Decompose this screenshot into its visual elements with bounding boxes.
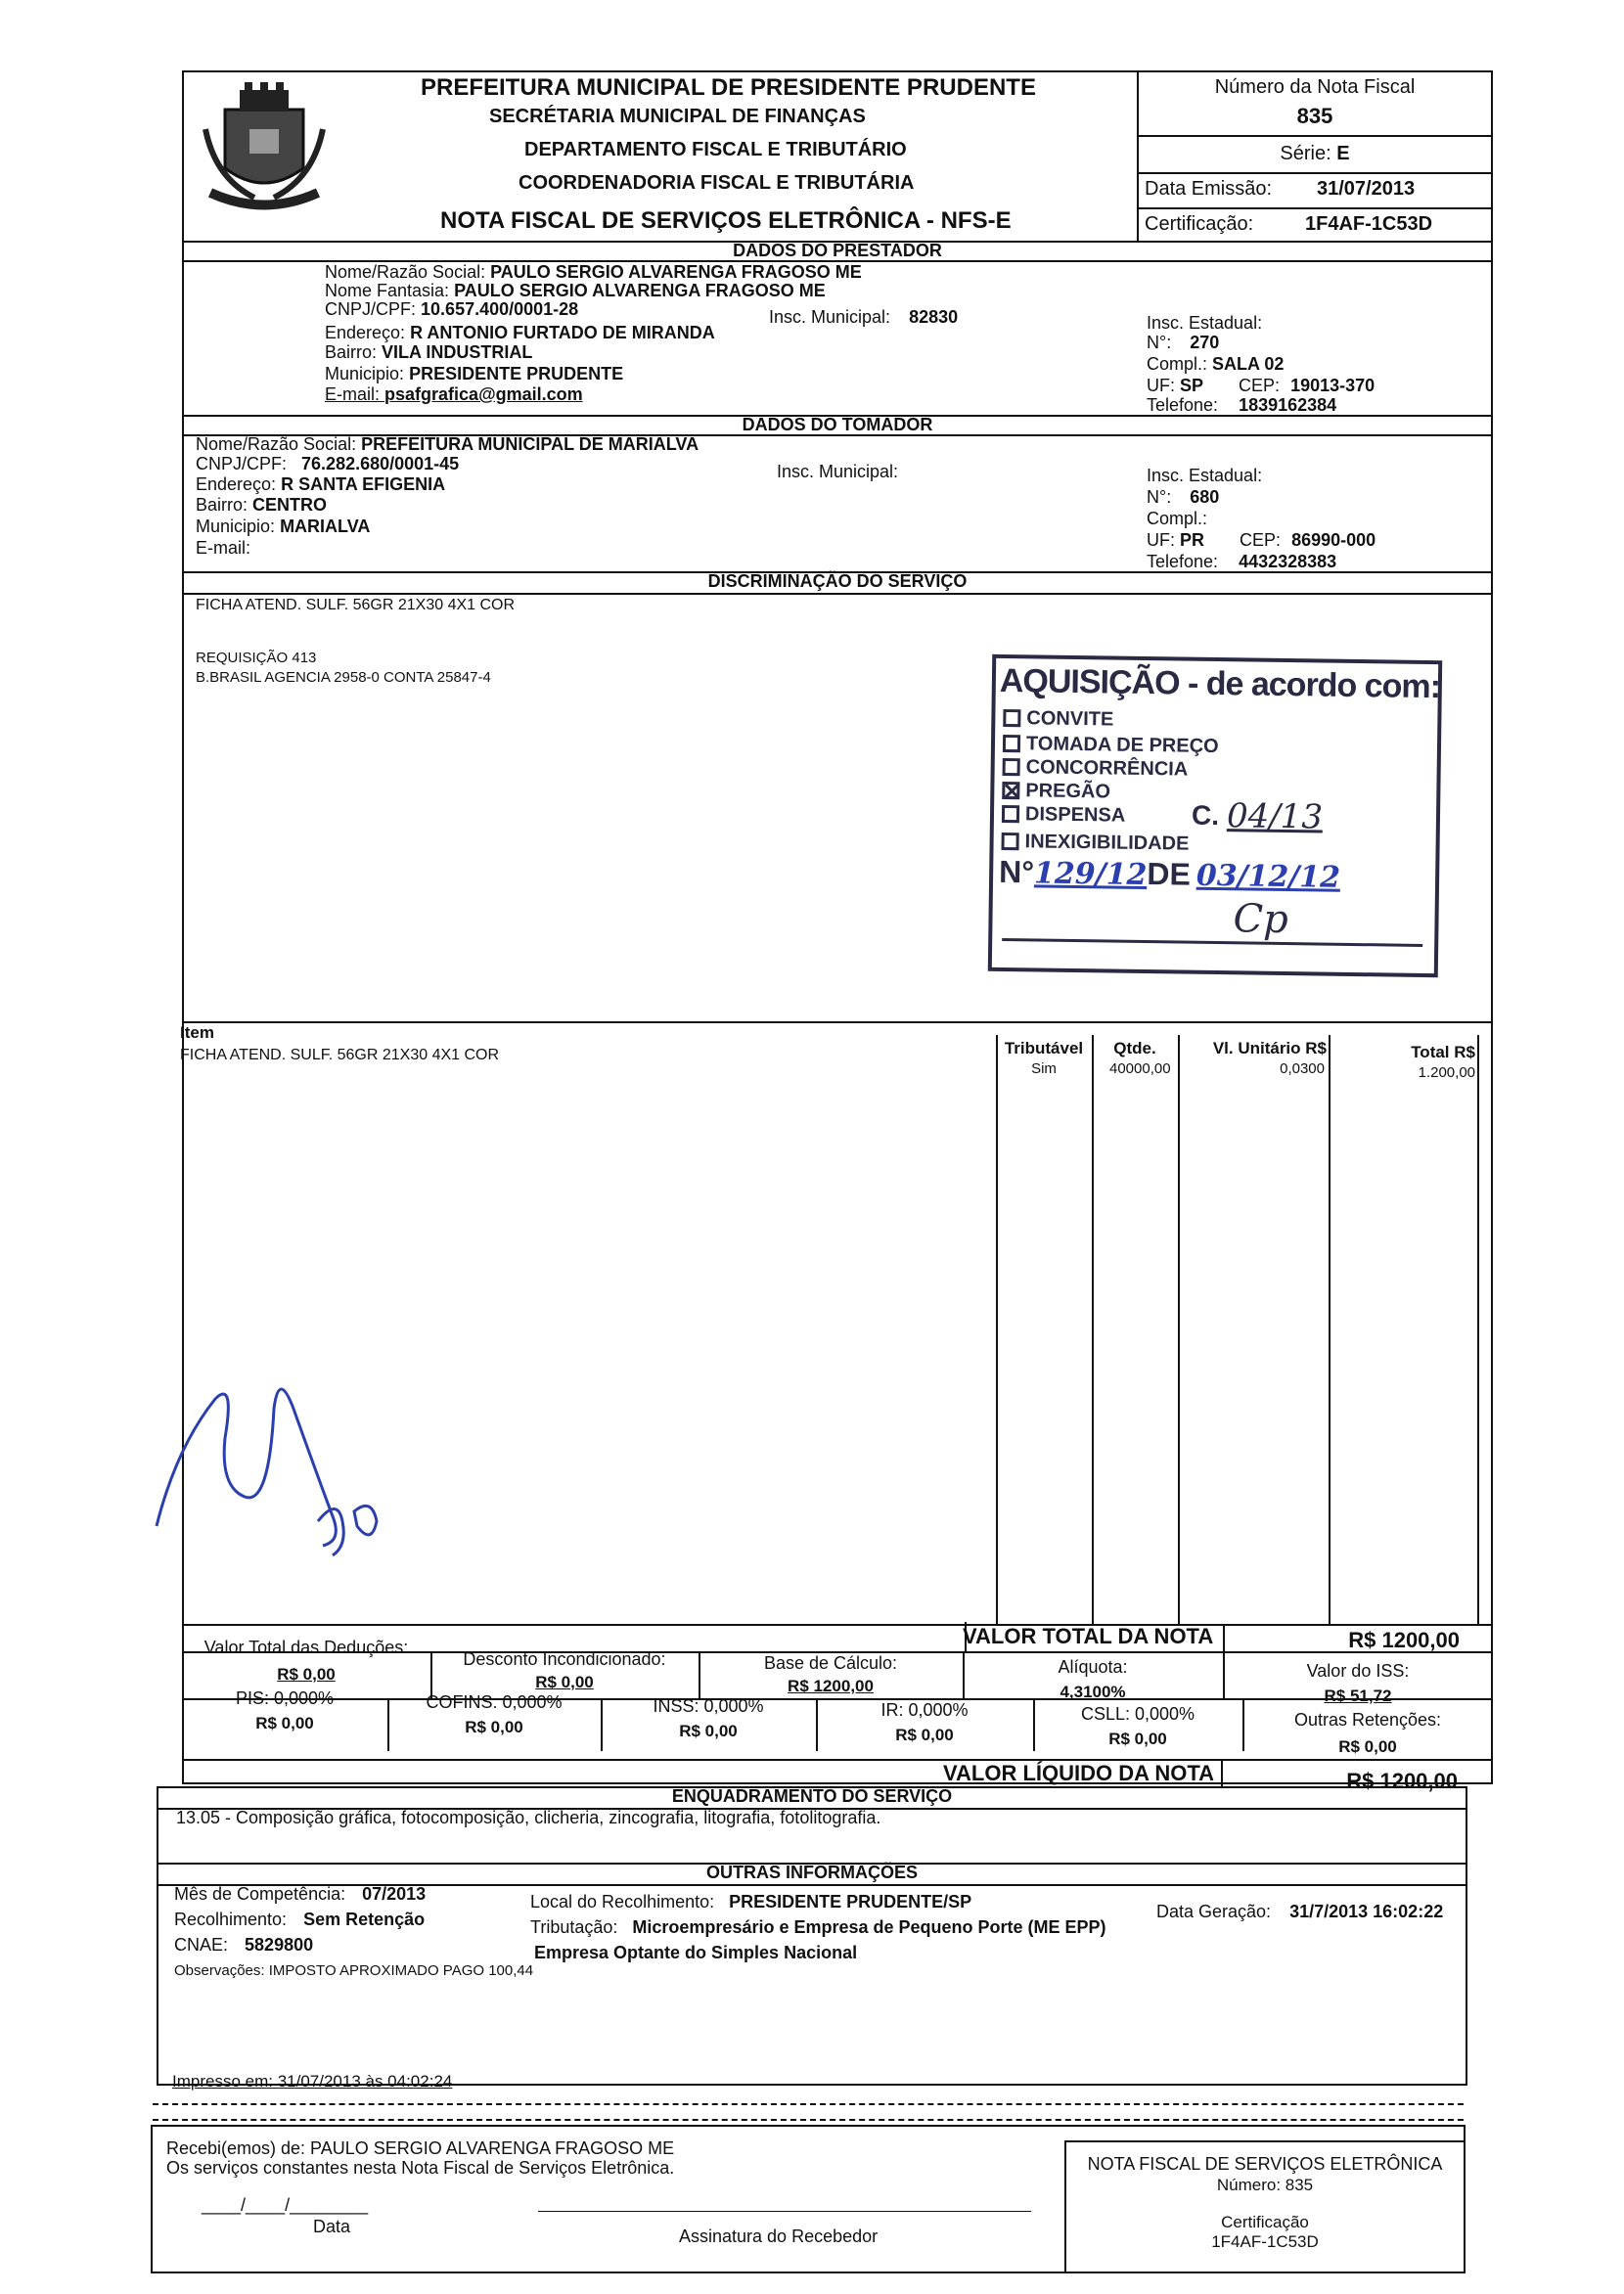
iss-label: Valor do ISS: — [1306, 1661, 1410, 1681]
header-nfse-title: NOTA FISCAL DE SERVIÇOS ELETRÔNICA - NFS-E — [440, 207, 1012, 234]
emissao-label: Data Emissão: — [1145, 178, 1273, 200]
inss-value: R$ 0,00 — [679, 1722, 738, 1740]
prestador-cnpj: CNPJ/CPF: 10.657.400/0001-28 — [325, 299, 579, 319]
emissao-value: 31/07/2013 — [1317, 178, 1416, 200]
tomador-compl: Compl.: — [1147, 509, 1208, 528]
tomador-telefone: Telefone: 4432328383 — [1147, 552, 1337, 571]
data-geracao: Data Geração: 31/7/2013 16:02:22 — [1156, 1902, 1444, 1921]
stamp-option-inexigibilidade: INEXIGIBILIDADE — [1001, 831, 1189, 856]
outras-label: Outras Retenções: — [1293, 1710, 1442, 1730]
recibo-data-label: Data — [313, 2217, 351, 2236]
item-header: Item — [180, 1023, 214, 1042]
tomador-ie: Insc. Estadual: — [1147, 466, 1263, 485]
stamp-option-convite: CONVITE — [1003, 707, 1113, 732]
header-coordenadoria: COORDENADORIA FISCAL E TRIBUTÁRIA — [519, 172, 915, 194]
numero-label: Número da Nota Fiscal — [1214, 76, 1416, 98]
desconto-label: Desconto Incondicionado: — [463, 1649, 666, 1669]
cert-label: Certificação: — [1145, 213, 1254, 235]
servico-title: DISCRIMINAÇÃO DO SERVIÇO — [707, 571, 968, 591]
cofins-label: COFINS: 0,000% — [426, 1692, 563, 1712]
enquadramento-text: 13.05 - Composição gráfica, fotocomposição, clicheria, zincografia, litografia, fotolitografia. — [176, 1808, 881, 1827]
aquisicao-stamp — [988, 654, 1442, 977]
ir-value: R$ 0,00 — [895, 1726, 954, 1744]
csll-label: CSLL: 0,000% — [1080, 1704, 1195, 1724]
valor-liquido-value: R$ 1200,00 — [1346, 1769, 1458, 1793]
valor-liquido-label: VALOR LÍQUIDO DA NOTA — [943, 1761, 1215, 1785]
inss-label: INSS: 0,000% — [653, 1696, 764, 1716]
mes-competencia: Mês de Competência: 07/2013 — [174, 1884, 427, 1904]
stamp-title: AQUISIÇÃO - de acordo com: — [999, 661, 1441, 706]
prestador-fantasia: Nome Fantasia: PAULO SERGIO ALVARENGA FRAGOSO ME — [325, 281, 826, 300]
row-qtde: 40000,00 — [1109, 1060, 1171, 1077]
checkbox-icon — [1001, 832, 1018, 850]
cut-line — [153, 2103, 1464, 2105]
pis-value: R$ 0,00 — [255, 1714, 314, 1732]
recibo-cert-label: Certificação — [1221, 2213, 1309, 2231]
aliquota-value: 4,3100% — [1060, 1683, 1126, 1701]
stamp-option-concorrencia: CONCORRÊNCIA — [1003, 756, 1189, 782]
ir-label: IR: 0,000% — [880, 1700, 969, 1720]
deducoes-value: R$ 0,00 — [277, 1665, 336, 1684]
prestador-uf-cep: UF: SP CEP: 19013-370 — [1147, 376, 1376, 395]
impresso-em: Impresso em: 31/07/2013 às 04:02:24 — [172, 2072, 453, 2091]
tomador-title: DADOS DO TOMADOR — [742, 415, 933, 434]
row-trib: Sim — [1031, 1060, 1057, 1077]
prestador-telefone: Telefone: 1839162384 — [1147, 395, 1337, 415]
checkbox-icon — [1003, 758, 1020, 776]
valor-total-label: VALOR TOTAL DA NOTA — [963, 1624, 1214, 1648]
col-tributavel: Tributável — [1004, 1039, 1084, 1057]
stamp-c-label: C. — [1191, 799, 1220, 832]
prestador-bairro: Bairro: VILA INDUSTRIAL — [325, 342, 533, 362]
recibo-cert-value: 1F4AF-1C53D — [1211, 2232, 1319, 2251]
tomador-municipio: Municipio: MARIALVA — [196, 517, 371, 536]
iss-value: R$ 51,72 — [1324, 1687, 1392, 1705]
observacoes: Observações: IMPOSTO APROXIMADO PAGO 100,44 — [174, 1962, 534, 1979]
prestador-nome: Nome/Razão Social: PAULO SERGIO ALVARENGA FRAGOSO ME — [325, 262, 862, 282]
local-recolhimento: Local do Recolhimento: PRESIDENTE PRUDENTE/SP — [530, 1892, 972, 1912]
base-label: Base de Cálculo: — [763, 1653, 898, 1673]
header-departamento: DEPARTAMENTO FISCAL E TRIBUTÁRIO — [524, 139, 907, 160]
serie-value: E — [1336, 143, 1350, 164]
simples-nacional: Empresa Optante do Simples Nacional — [534, 1943, 858, 1962]
desconto-value: R$ 0,00 — [535, 1673, 594, 1691]
prestador-compl: Compl.: SALA 02 — [1147, 354, 1285, 374]
stamp-c-value: 04/13 — [1226, 796, 1324, 837]
municipal-crest — [196, 70, 333, 217]
stamp-option-pregao: PREGÃO — [1002, 780, 1110, 804]
recibo-nfse-title: NOTA FISCAL DE SERVIÇOS ELETRÔNICA — [1087, 2154, 1443, 2174]
cofins-value: R$ 0,00 — [465, 1718, 523, 1736]
tomador-numero: N°: 680 — [1147, 487, 1220, 507]
base-value: R$ 1200,00 — [788, 1677, 874, 1695]
cnae: CNAE: 5829800 — [174, 1935, 314, 1955]
stamp-initials: Cp — [1233, 896, 1289, 943]
enquadramento-title: ENQUADRAMENTO DO SERVIÇO — [671, 1786, 953, 1806]
tomador-nome: Nome/Razão Social: PREFEITURA MUNICIPAL DE MARIALVA — [196, 434, 699, 454]
checkbox-icon — [1003, 735, 1020, 752]
checkbox-icon — [1003, 709, 1020, 727]
stamp-numero: N°129/12DE 03/12/12 — [998, 853, 1341, 895]
tomador-uf-cep: UF: PR CEP: 86990-000 — [1147, 530, 1376, 550]
servico-line2: REQUISIÇÃO 413 — [196, 650, 317, 666]
servico-line1: FICHA ATEND. SULF. 56GR 21X30 4X1 COR — [196, 597, 516, 613]
pis-label: PIS: 0,000% — [235, 1688, 335, 1708]
csll-value: R$ 0,00 — [1108, 1730, 1167, 1748]
recolhimento: Recolhimento: Sem Retenção — [174, 1910, 426, 1929]
col-vl-unitario: Vl. Unitário R$ — [1212, 1039, 1327, 1057]
aliquota-label: Alíquota: — [1058, 1657, 1128, 1677]
row-total: 1.200,00 — [1418, 1064, 1475, 1081]
row-vu: 0,0300 — [1280, 1060, 1325, 1077]
tomador-email: E-mail: — [196, 538, 251, 558]
prestador-title: DADOS DO PRESTADOR — [733, 241, 942, 260]
recibo-numero: Número: 835 — [1216, 2176, 1314, 2194]
valor-total-value: R$ 1200,00 — [1348, 1628, 1460, 1652]
handwritten-signature — [147, 1350, 401, 1585]
recibo-line1: Recebi(emos) de: PAULO SERGIO ALVARENGA FRAGOSO ME — [166, 2138, 675, 2158]
tomador-im: Insc. Municipal: — [777, 462, 899, 481]
outras-title: OUTRAS INFORMAÇÕES — [706, 1863, 918, 1882]
recibo-line2: Os serviços constantes nesta Nota Fiscal de Serviços Eletrônica. — [166, 2158, 675, 2178]
stamp-option-dispensa: DISPENSA — [1002, 803, 1126, 828]
serie-line — [1137, 143, 1493, 165]
tomador-bairro: Bairro: CENTRO — [196, 495, 328, 515]
col-total: Total R$ — [1411, 1043, 1475, 1061]
prestador-endereco: Endereço: R ANTONIO FURTADO DE MIRANDA — [325, 323, 715, 342]
prestador-municipio: Municipio: PRESIDENTE PRUDENTE — [325, 364, 624, 383]
serie-label: Série: — [1280, 143, 1331, 164]
row-desc: FICHA ATEND. SULF. 56GR 21X30 4X1 COR — [180, 1047, 500, 1063]
prestador-im: Insc. Municipal: 82830 — [769, 307, 959, 327]
prestador-ie: Insc. Estadual: — [1147, 313, 1263, 333]
numero-value: 835 — [1296, 104, 1333, 128]
outras-value: R$ 0,00 — [1338, 1737, 1397, 1756]
checkbox-icon — [1002, 805, 1019, 823]
prestador-numero: N°: 270 — [1147, 333, 1220, 352]
recibo-assinatura-label: Assinatura do Recebedor — [679, 2227, 879, 2246]
col-qtde: Qtde. — [1113, 1039, 1156, 1057]
header-secretaria: SECRÉTARIA MUNICIPAL DE FINANÇAS — [489, 106, 866, 127]
servico-line3: B.BRASIL AGENCIA 2958-0 CONTA 25847-4 — [196, 669, 491, 686]
prestador-email: E-mail: psafgrafica@gmail.com — [325, 384, 583, 404]
stamp-option-tomada: TOMADA DE PREÇO — [1003, 733, 1219, 758]
tributacao: Tributação: Microempresário e Empresa de Pequeno Porte (ME EPP) — [530, 1917, 1106, 1937]
cert-value: 1F4AF-1C53D — [1305, 213, 1433, 235]
tomador-endereco: Endereço: R SANTA EFIGENIA — [196, 474, 446, 494]
recibo-date-blank: ____/____/________ — [202, 2195, 369, 2215]
header-prefeitura: PREFEITURA MUNICIPAL DE PRESIDENTE PRUDENTE — [421, 74, 1036, 101]
checked-checkbox-icon — [1002, 782, 1019, 799]
tomador-cnpj: CNPJ/CPF: 76.282.680/0001-45 — [196, 454, 460, 473]
deducoes-label: Valor Total das Deduções: — [203, 1638, 409, 1657]
